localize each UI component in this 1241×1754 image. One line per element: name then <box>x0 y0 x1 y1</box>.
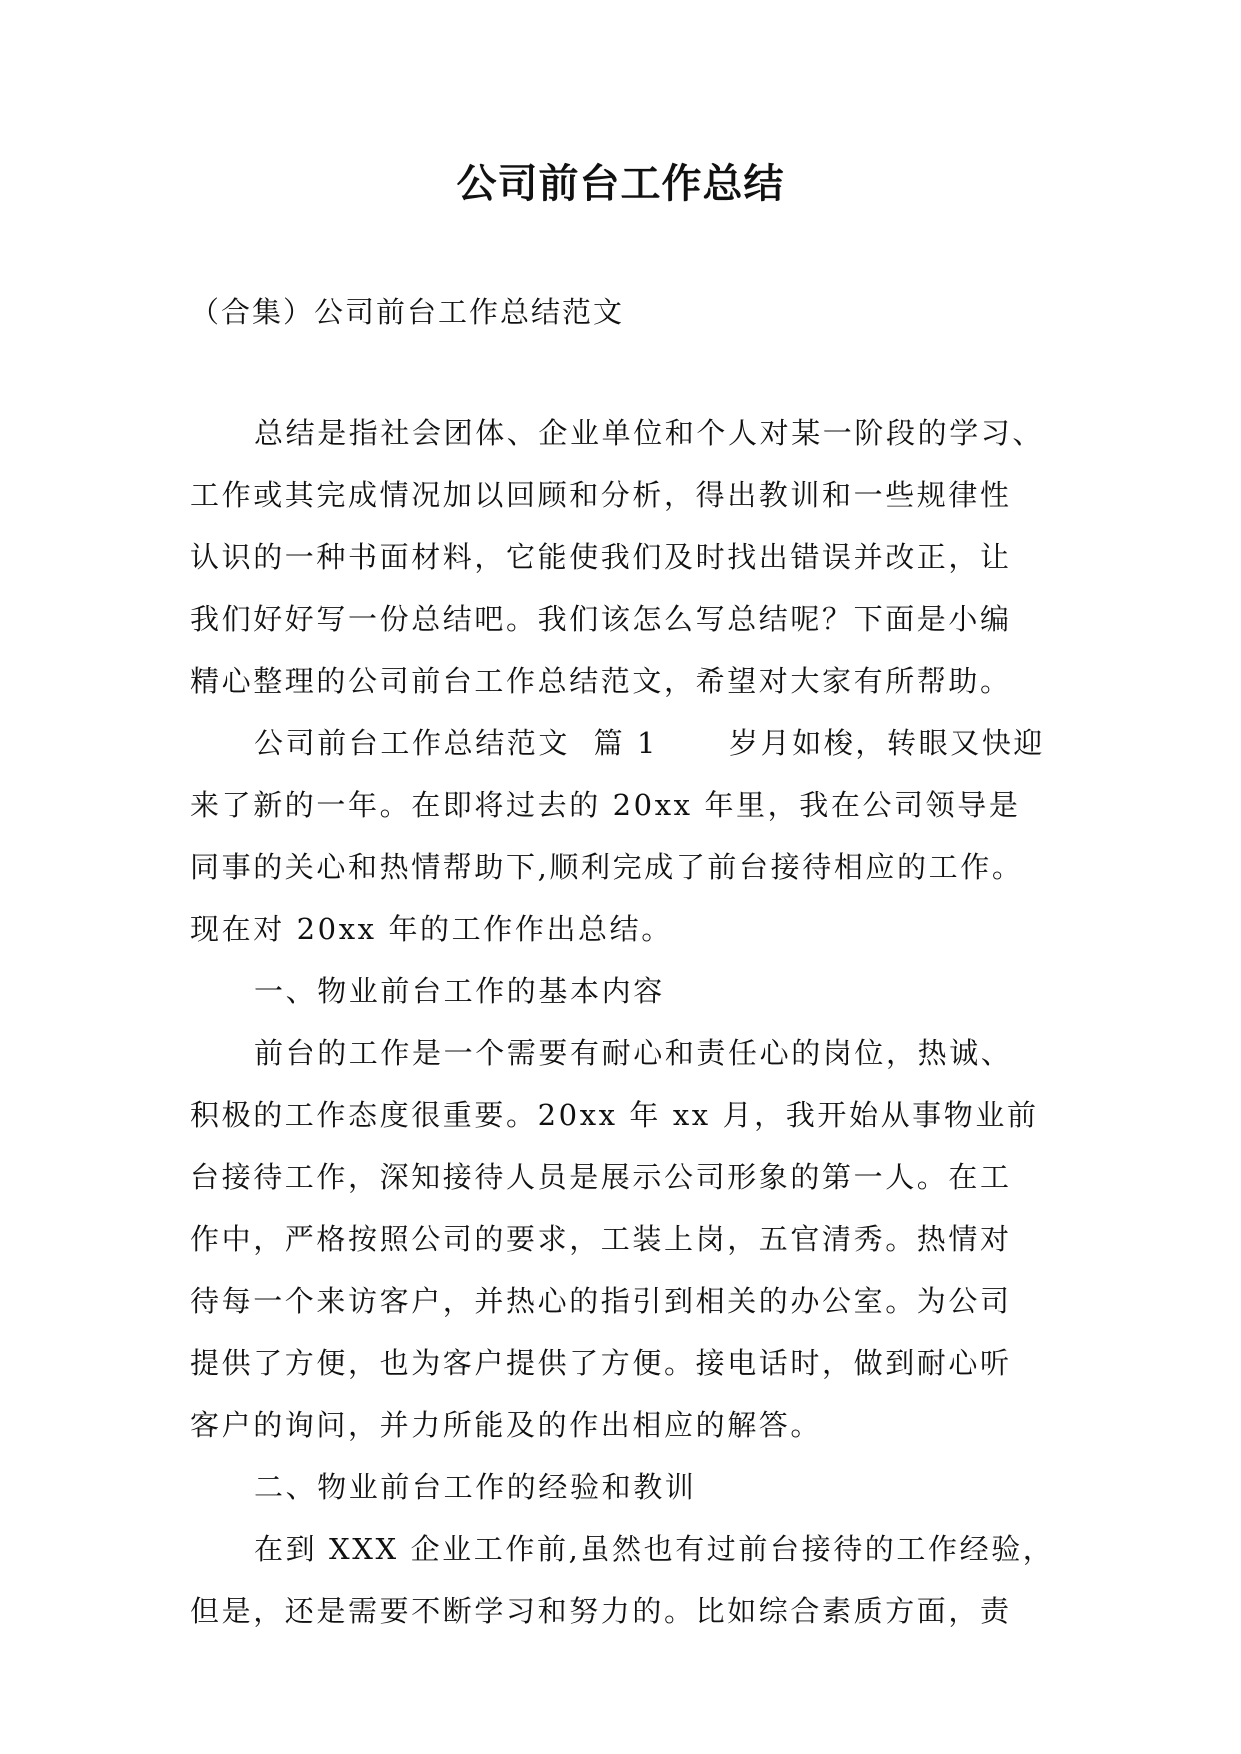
body-line: 工作或其完成情况加以回顾和分析，得出教训和一些规律性 <box>190 478 1012 512</box>
body-line: 台接待工作，深知接待人员是展示公司形象的第一人。在工 <box>190 1160 1012 1194</box>
body-line: 待每一个来访客户，并热心的指引到相关的办公室。为公司 <box>190 1284 1012 1318</box>
body-line: 前台的工作是一个需要有耐心和责任心的岗位，热诚、 <box>254 1036 1013 1070</box>
body-line: 公司前台工作总结范文 篇 1 岁月如梭，转眼又快迎 <box>254 726 1046 760</box>
body-line: 来了新的一年。在即将过去的 20xx 年里，我在公司领导是 <box>190 788 1021 822</box>
body-line: 现在对 20xx 年的工作作出总结。 <box>190 912 673 946</box>
body-line: 积极的工作态度很重要。20xx 年 xx 月，我开始从事物业前 <box>190 1098 1039 1132</box>
body-line: 提供了方便，也为客户提供了方便。接电话时，做到耐心听 <box>190 1346 1012 1380</box>
document-subtitle: （合集）公司前台工作总结范文 <box>190 295 625 329</box>
body-line: 总结是指社会团体、企业单位和个人对某一阶段的学习、 <box>254 416 1045 450</box>
body-line: 同事的关心和热情帮助下,顺利完成了前台接待相应的工作。 <box>190 850 1024 884</box>
document-title: 公司前台工作总结 <box>456 161 785 207</box>
section-heading: 二、物业前台工作的经验和教训 <box>254 1470 697 1504</box>
body-line: 认识的一种书面材料，它能使我们及时找出错误并改正，让 <box>190 540 1012 574</box>
body-line: 精心整理的公司前台工作总结范文，希望对大家有所帮助。 <box>190 664 1012 698</box>
body-line: 作中，严格按照公司的要求，工装上岗，五官清秀。热情对 <box>190 1222 1012 1256</box>
body-line: 我们好好写一份总结吧。我们该怎么写总结呢？下面是小编 <box>190 602 1012 636</box>
body-line: 在到 XXX 企业工作前,虽然也有过前台接待的工作经验， <box>254 1532 1055 1566</box>
document-body <box>190 402 1060 1642</box>
body-line: 但是，还是需要不断学习和努力的。比如综合素质方面，责 <box>190 1594 1012 1628</box>
section-heading: 一、物业前台工作的基本内容 <box>254 974 665 1008</box>
body-line: 客户的询问，并力所能及的作出相应的解答。 <box>190 1408 823 1442</box>
